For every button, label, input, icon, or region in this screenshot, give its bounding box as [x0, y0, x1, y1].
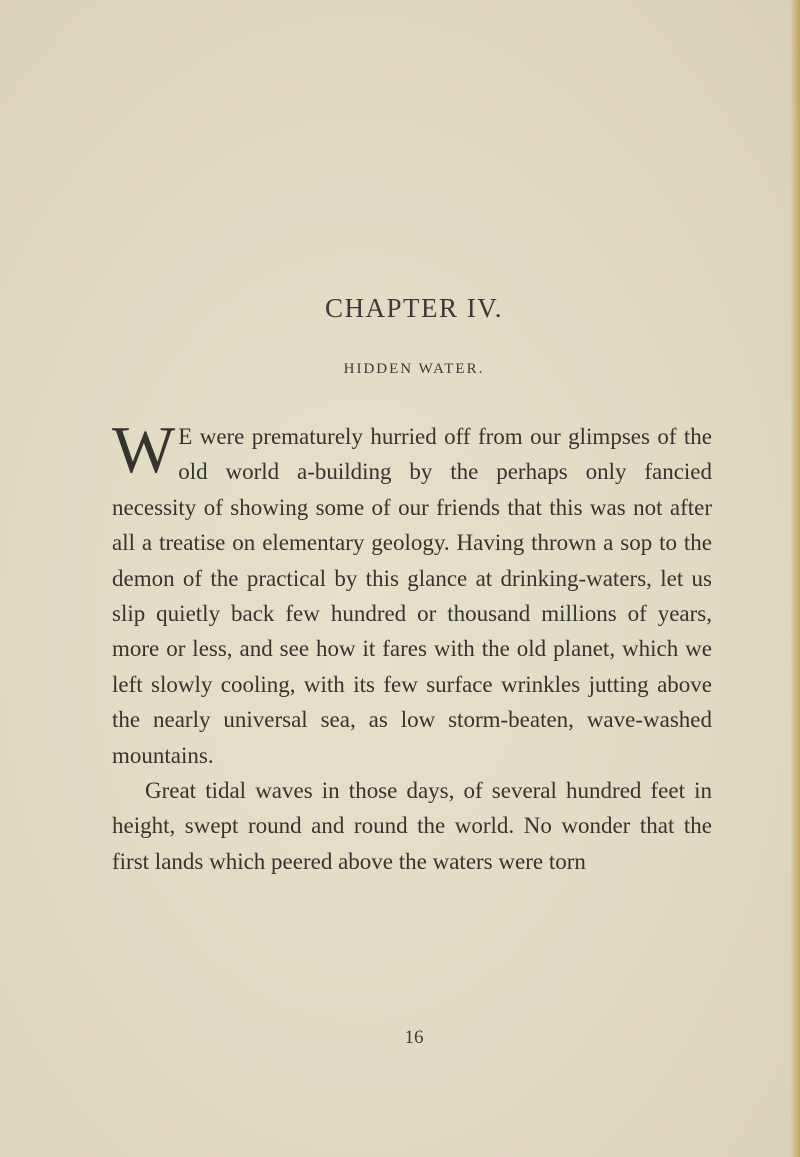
chapter-title: CHAPTER IV.	[324, 293, 504, 323]
drop-cap: W	[112, 413, 176, 487]
paragraph-1	[112, 413, 712, 773]
chapter-subtitle: HIDDEN WATER.	[343, 361, 485, 377]
paragraph-2: Great tidal waves in those days, of several hundred feet in height, swept round and round the world. No wonder that the first lands which peered above the waters were torn	[112, 778, 712, 874]
paragraph-1-text: E were prematurely hurried off from our glimpses of the old world a-building by the perhaps only fancied necessity of showing some of our friends that this was not after all a treatise on elementary geology. Having thrown a sop to the demon of the practical by this glance at drinking-waters, let us slip quietly back few hundred or thousand millions of years, more or less, and see how it fares with the old planet, which we left slowly cooling, with its few surface wrinkles jutting above the nearly universal sea, as low storm-beaten, wave-washed mountains.	[112, 424, 712, 768]
page-edge	[790, 0, 800, 1157]
body-text	[112, 413, 712, 879]
page-number: 16	[404, 1027, 424, 1048]
